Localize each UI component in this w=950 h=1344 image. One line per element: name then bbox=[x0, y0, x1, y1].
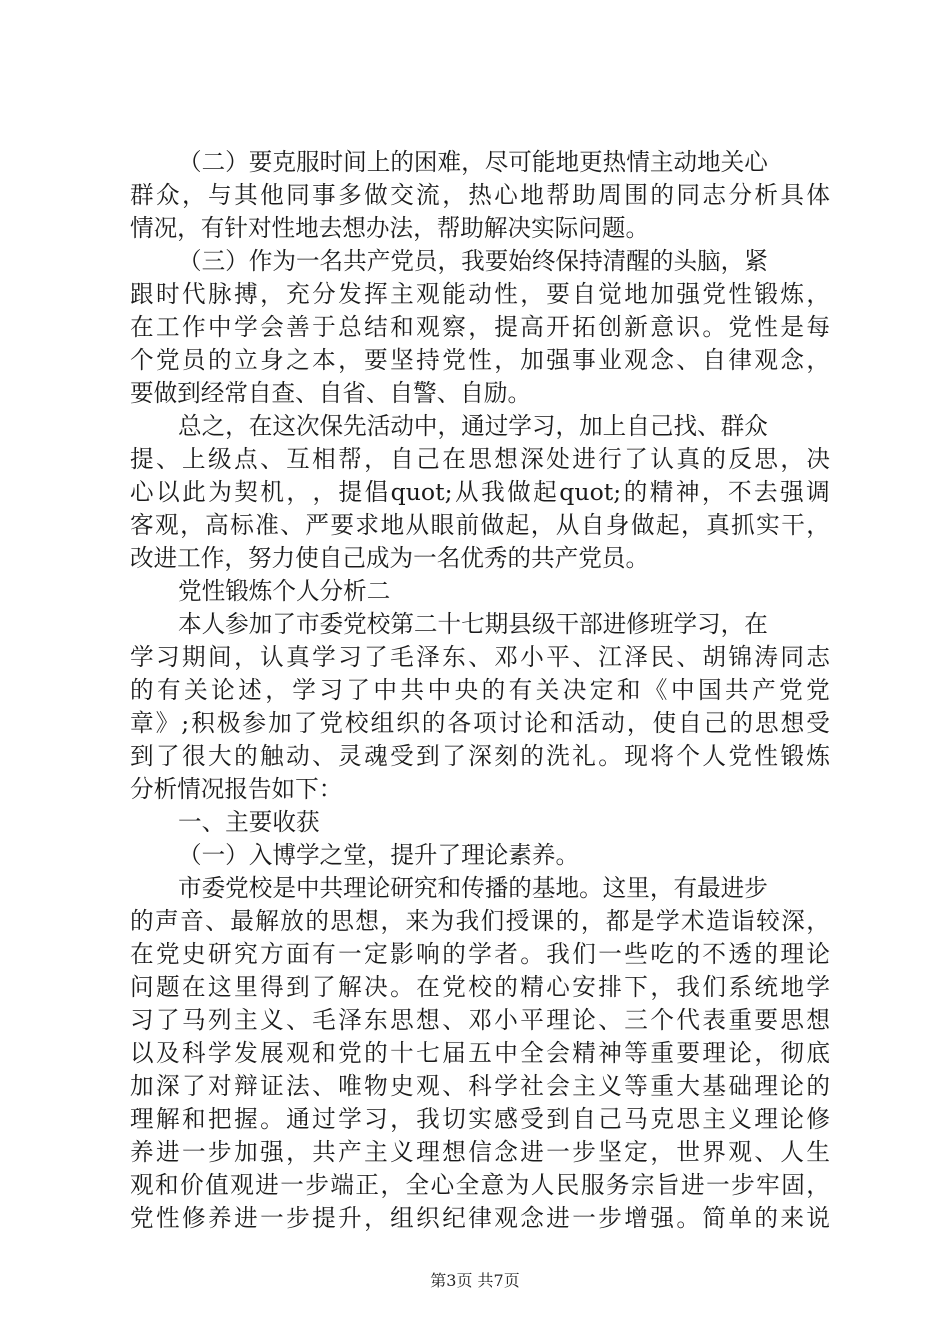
text-line: 提 、 上 级 点 、 互 相 帮 ， 自 己 在 思 想 深 处 进 行 了 认 真 的 反 思 ， 决 bbox=[130, 445, 830, 473]
text-line: 理 解 和 把 握 。 通 过 学 习 ， 我 切 实 感 受 到 自 己 马 克 思 主 义 理 论 修 bbox=[130, 1105, 830, 1133]
text-line: 问 题 在 这 里 得 到 了 解 决 。 在 党 校 的 精 心 安 排 下 ， 我 们 系 统 地 学 bbox=[130, 973, 830, 1001]
subsection-heading: （一）入博学之堂，提升了理论素养。 bbox=[178, 841, 580, 869]
text-line: 党 性 修 养 进 一 步 提 升 ， 组 织 纪 律 观 念 进 一 步 增 强 。 简 单 的 来 说 bbox=[130, 1204, 830, 1232]
text-line: 习 了 马 列 主 义 、 毛 泽 东 思 想 、 邓 小 平 理 论 、 三 个 代 表 重 要 思 想 bbox=[130, 1006, 830, 1034]
text-line: 在 党 史 研 究 方 面 有 一 定 影 响 的 学 者 。 我 们 一 些 吃 的 不 透 的 理 论 bbox=[130, 940, 830, 968]
text-line: 在 工 作 中 学 会 善 于 总 结 和 观 察 ， 提 高 开 拓 创 新 意 识 。 党 性 是 每 bbox=[130, 313, 830, 341]
text-line: （三）作为一名共产党员，我要始终保持清醒的头脑，紧 bbox=[178, 247, 768, 275]
text-line: 分析情况报告如下： bbox=[130, 775, 343, 803]
text-line: 跟 时 代 脉 搏 ， 充 分 发 挥 主 观 能 动 性 ， 要 自 觉 地 加 强 党 性 锻 炼 ， bbox=[130, 280, 830, 308]
text-line: 要做到经常自查、自省、自警、自励。 bbox=[130, 379, 532, 407]
text-line: （二）要克服时间上的困难，尽可能地更热情主动地关心 bbox=[178, 148, 768, 176]
text-line: 章 》 ; 积 极 参 加 了 党 校 组 织 的 各 项 讨 论 和 活 动 ， 使 自 己 的 思 想 受 bbox=[130, 709, 830, 737]
text-line: 总之，在这次保先活动中，通过学习，加上自己找、群众 bbox=[178, 412, 768, 440]
text-line: 养 进 一 步 加 强 ， 共 产 主 义 理 想 信 念 进 一 步 坚 定 ， 世 界 观 、 人 生 bbox=[130, 1138, 830, 1166]
page-number-footer: 第3页 共7页 bbox=[430, 1271, 520, 1290]
text-line: 心 以 此 为 契 机 ， ， 提 倡 quot; 从 我 做 起 quot; 的 精 神 ， 不 去 强 调 bbox=[130, 478, 830, 506]
document-body bbox=[130, 146, 830, 1235]
text-line: 的 有 关 论 述 ， 学 习 了 中 共 中 央 的 有 关 决 定 和 《 中 国 共 产 党 党 bbox=[130, 676, 830, 704]
text-line: 客 观 ， 高 标 准 、 严 要 求 地 从 眼 前 做 起 ， 从 自 身 做 起 ， 真 抓 实 干 ， bbox=[130, 511, 830, 539]
text-line: 学 习 期 间 ， 认 真 学 习 了 毛 泽 东 、 邓 小 平 、 江 泽 民 、 胡 锦 涛 同 志 bbox=[130, 643, 830, 671]
section-heading: 党性锻炼个人分析二 bbox=[178, 577, 391, 605]
text-line: 到 了 很 大 的 触 动 、 灵 魂 受 到 了 深 刻 的 洗 礼 。 现 将 个 人 党 性 锻 炼 bbox=[130, 742, 830, 770]
text-line: 改进工作，努力使自己成为一名优秀的共产党员。 bbox=[130, 544, 650, 572]
text-line: 情况，有针对性地去想办法，帮助解决实际问题。 bbox=[130, 214, 650, 242]
section-heading: 一、主要收获 bbox=[178, 808, 320, 836]
text-line: 的 声 音 、 最 解 放 的 思 想 ， 来 为 我 们 授 课 的 ， 都 是 学 术 造 诣 较 深 ， bbox=[130, 907, 830, 935]
text-line: 群 众 ， 与 其 他 同 事 多 做 交 流 ， 热 心 地 帮 助 周 围 的 同 志 分 析 具 体 bbox=[130, 181, 830, 209]
text-line: 观 和 价 值 观 进 一 步 端 正 ， 全 心 全 意 为 人 民 服 务 宗 旨 进 一 步 牢 固 ， bbox=[130, 1171, 830, 1199]
text-line: 本人参加了市委党校第二十七期县级干部进修班学习，在 bbox=[178, 610, 768, 638]
text-line: 加 深 了 对 辩 证 法 、 唯 物 史 观 、 科 学 社 会 主 义 等 重 大 基 础 理 论 的 bbox=[130, 1072, 830, 1100]
text-line: 个 党 员 的 立 身 之 本 ， 要 坚 持 党 性 ， 加 强 事 业 观 念 、 自 律 观 念 ， bbox=[130, 346, 830, 374]
text-line: 以 及 科 学 发 展 观 和 党 的 十 七 届 五 中 全 会 精 神 等 重 要 理 论 ， 彻 底 bbox=[130, 1039, 830, 1067]
text-line: 市委党校是中共理论研究和传播的基地。这里，有最进步 bbox=[178, 874, 768, 902]
